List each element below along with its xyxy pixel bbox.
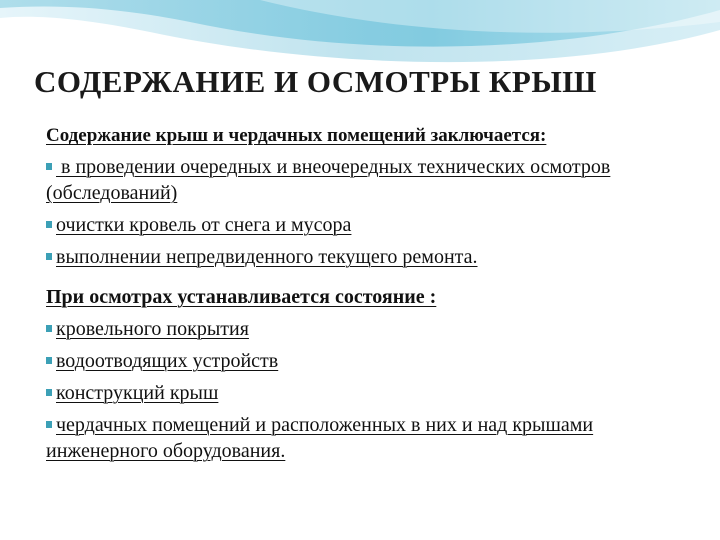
square-bullet-icon xyxy=(46,325,52,332)
list-item xyxy=(46,212,686,238)
list-item-text: чердачных помещений и расположенных в них и над крышами инженерного оборудования. xyxy=(46,414,594,462)
list-item-text: в проведении очередных и внеочередных технических осмотров (обследований) xyxy=(46,156,611,204)
section2-heading: При осмотрах устанавливается состояние : xyxy=(46,286,437,308)
square-bullet-icon xyxy=(46,421,52,428)
list-item-text: выполнении непредвиденного текущего ремонта. xyxy=(56,246,478,268)
section1-heading: Содержание крыш и чердачных помещений заключается: xyxy=(46,125,547,146)
list-item xyxy=(46,380,686,406)
square-bullet-icon xyxy=(46,221,52,228)
list-item xyxy=(46,412,686,464)
square-bullet-icon xyxy=(46,163,52,170)
square-bullet-icon xyxy=(46,253,52,260)
list-item-text: конструкций крыш xyxy=(56,382,219,404)
list-item-text: очистки кровель от снега и мусора xyxy=(56,214,352,236)
list-item xyxy=(46,244,686,270)
list-item xyxy=(46,348,686,374)
square-bullet-icon xyxy=(46,357,52,364)
slide-title: СОДЕРЖАНИЕ И ОСМОТРЫ КРЫШ xyxy=(34,64,597,99)
list-item-text: кровельного покрытия xyxy=(56,318,249,340)
list-item xyxy=(46,154,686,206)
slide-content xyxy=(46,124,686,464)
list-item-text: водоотводящих устройств xyxy=(56,350,279,372)
square-bullet-icon xyxy=(46,389,52,396)
list-item xyxy=(46,316,686,342)
